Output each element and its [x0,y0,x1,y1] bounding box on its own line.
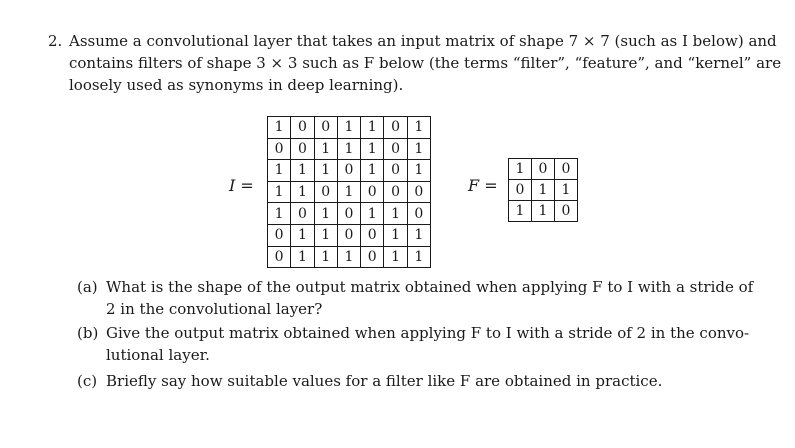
matrix-I-cell: 0 [361,224,384,246]
matrix-F-cell: 1 [509,159,532,180]
matrix-I-cell: 1 [314,160,337,182]
matrix-F-cell: 1 [509,201,532,222]
matrix-I-cell: 0 [268,246,291,268]
matrix-I-cell: 0 [291,117,314,139]
subquestion-line: What is the shape of the output matrix obtained when applying F to I with a stride of [106,278,754,296]
subquestion-line: Briefly say how suitable values for a filter like F are obtained in practice. [106,372,663,390]
matrix-F-cell: 1 [555,180,578,201]
matrix-F-cell: 0 [555,159,578,180]
matrix-I-cell: 0 [384,117,407,139]
subquestion-line: 2 in the convolutional layer? [106,300,323,318]
matrix-I-cell: 0 [337,160,360,182]
matrix-F [508,158,578,222]
matrix-I [267,116,431,268]
matrix-I-cell: 1 [361,203,384,225]
matrix-F-cell: 0 [555,201,578,222]
subquestion-line: lutional layer. [106,346,210,364]
matrix-I-row [268,224,431,246]
matrix-I-cell: 0 [384,181,407,203]
subquestion-b [77,322,757,366]
matrix-I-cell: 1 [407,160,430,182]
matrix-I-cell: 1 [384,203,407,225]
subquestion-label: (b) [77,324,99,342]
matrix-I-cell: 1 [384,224,407,246]
matrix-F-label: F = [468,176,498,195]
matrix-I-row [268,246,431,268]
matrix-I-row [268,181,431,203]
matrix-I-cell: 1 [337,138,360,160]
matrix-I-cell: 1 [291,181,314,203]
matrix-I-cell: 0 [314,117,337,139]
problem-number: 2. [48,32,63,50]
matrix-I-cell: 0 [291,138,314,160]
matrix-I-cell: 1 [291,246,314,268]
matrix-I-cell: 1 [314,246,337,268]
matrix-I-cell: 1 [361,160,384,182]
matrix-I-cell: 1 [407,138,430,160]
matrix-I-cell: 1 [268,181,291,203]
matrix-F-cell: 1 [532,180,555,201]
matrix-I-cell: 0 [384,160,407,182]
matrix-I-cell: 1 [337,181,360,203]
subquestion-text [106,322,756,366]
problem-line: loosely used as synonyms in deep learning). [69,76,404,94]
matrix-I-cell: 1 [291,224,314,246]
matrix-I-cell: 1 [337,246,360,268]
subquestion-line: Give the output matrix obtained when applying F to I with a stride of 2 in the convo- [106,324,750,342]
matrix-I-cell: 0 [337,224,360,246]
matrix-I-cell: 1 [314,138,337,160]
matrix-I-cell: 1 [291,160,314,182]
matrix-I-cell: 0 [291,203,314,225]
matrix-F-cell: 0 [509,180,532,201]
subquestion-label: (a) [77,278,98,296]
matrix-I-row [268,160,431,182]
matrix-I-cell: 1 [361,117,384,139]
matrix-I-cell: 1 [268,203,291,225]
matrix-I-cell: 1 [337,117,360,139]
matrix-F-row [509,180,578,201]
matrix-I-cell: 0 [361,246,384,268]
matrix-I-row [268,117,431,139]
matrix-F-cell: 0 [532,159,555,180]
matrix-F-row [509,201,578,222]
matrix-I-label: I = [229,176,254,195]
problem-line: contains filters of shape 3 × 3 such as F below (the terms “filter”, “feature”, and “kernel” are [69,54,782,72]
matrix-I-cell: 1 [268,160,291,182]
matrix-I-cell: 1 [361,138,384,160]
subquestion-text [106,370,756,392]
matrix-I-cell: 1 [268,117,291,139]
matrix-I-cell: 1 [384,246,407,268]
matrix-I-cell: 1 [314,203,337,225]
matrix-I-cell: 0 [268,224,291,246]
matrix-I-row [268,138,431,160]
matrix-I-cell: 1 [407,117,430,139]
problem-statement [69,30,782,96]
matrix-I-cell: 0 [384,138,407,160]
matrix-I-cell: 0 [407,181,430,203]
matrix-I-cell: 0 [337,203,360,225]
matrix-F-row [509,159,578,180]
subquestion-c [77,370,757,392]
matrix-I-row [268,203,431,225]
matrix-F-cell: 1 [532,201,555,222]
matrix-I-cell: 1 [407,224,430,246]
subquestion-text [106,276,756,320]
problem-line: Assume a convolutional layer that takes an input matrix of shape 7 × 7 (such as I below) and [69,32,777,50]
matrix-I-cell: 0 [268,138,291,160]
subquestion-a [77,276,757,320]
matrix-I-cell: 1 [407,246,430,268]
matrix-I-cell: 0 [314,181,337,203]
subquestion-label: (c) [77,372,98,390]
matrix-I-cell: 0 [361,181,384,203]
matrix-I-cell: 1 [314,224,337,246]
matrix-I-cell: 0 [407,203,430,225]
